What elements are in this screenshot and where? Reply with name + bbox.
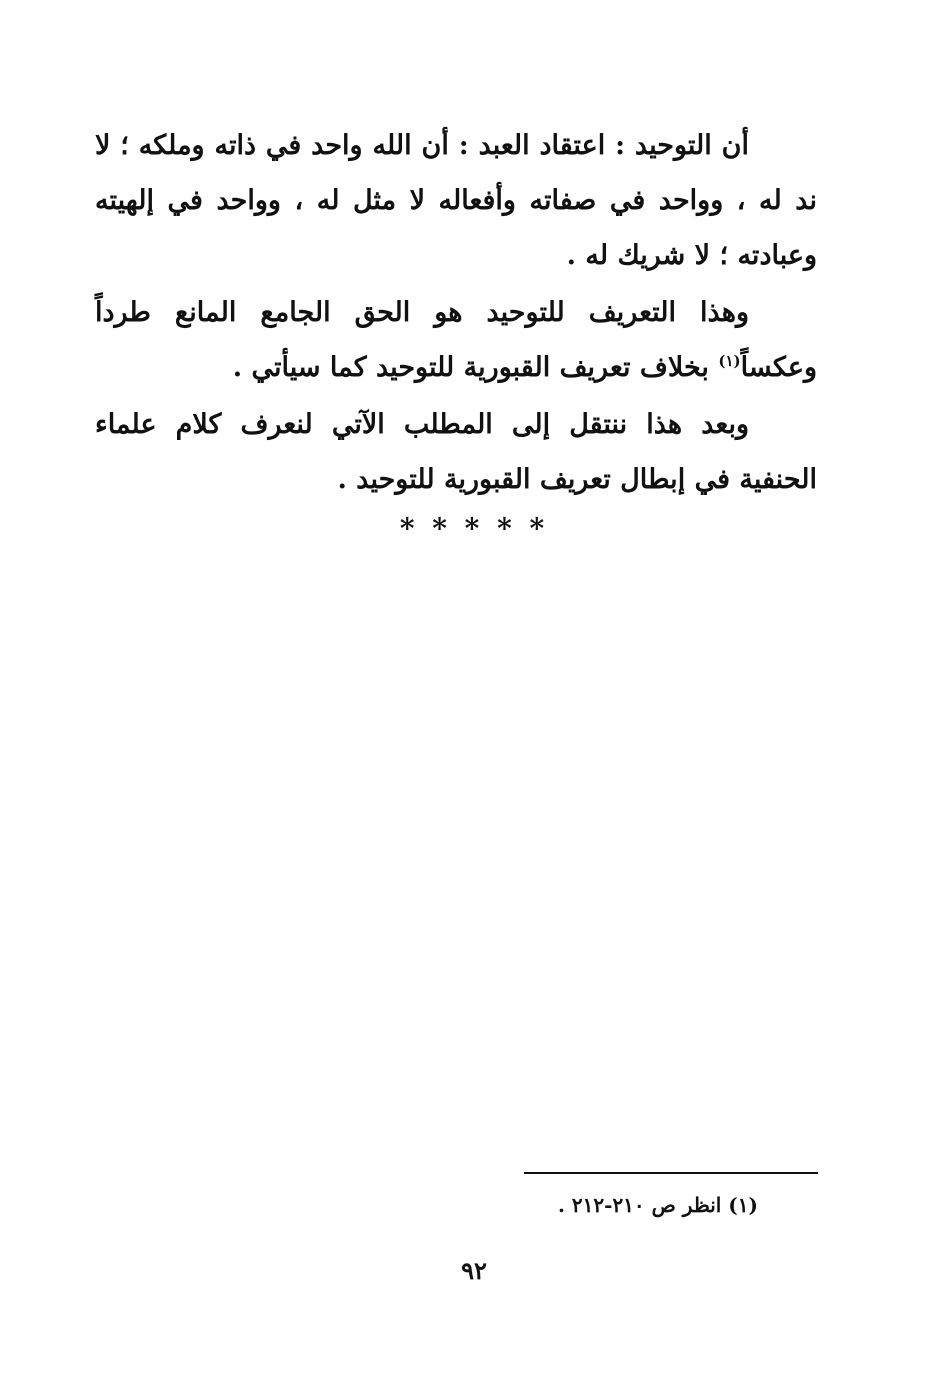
body-text: [95, 118, 817, 509]
page-number: ٩٢: [461, 1256, 487, 1285]
paragraph-2-text: وهذا التعريف للتوحيد هو الحق الجامع المانع طرداً وعكساً: [95, 297, 817, 383]
footnote-reference: (١): [718, 352, 741, 370]
section-separator: * * * * *: [399, 512, 549, 545]
paragraph-1: [95, 118, 817, 283]
paragraph-3-text: وبعد هذا ننتقل إلى المطلب الآتي لنعرف كلام علماء الحنفية في إبطال تعريف القبورية للتوحيد .: [95, 409, 817, 495]
paragraph-2-text-continued: بخلاف تعريف القبورية للتوحيد كما سيأتي .: [232, 352, 719, 383]
paragraph-2: [95, 285, 817, 395]
footnote: (١) انظر ص ٢١٠-٢١٢ .: [557, 1193, 758, 1217]
paragraph-3: [95, 397, 817, 507]
footnote-divider: [524, 1172, 818, 1174]
paragraph-1-text: أن التوحيد : اعتقاد العبد : أن الله واحد في ذاته وملكه ؛ لا ند له ، وواحد في صفاته وأفعاله لا مثل له ، وواحد في إلهيته وعبادته ؛ لا شريك له .: [95, 130, 817, 271]
